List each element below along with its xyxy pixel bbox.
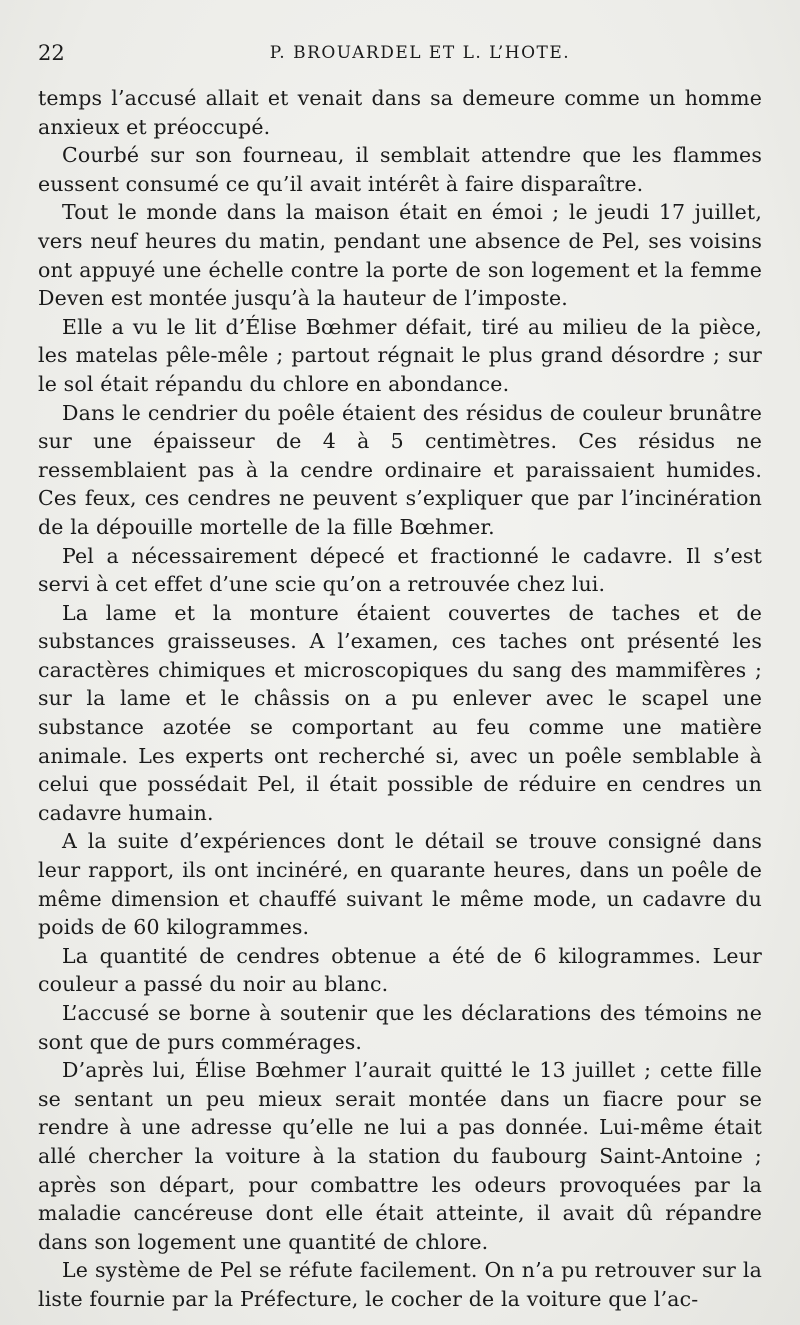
- paragraph: Elle a vu le lit d’Élise Bœhmer défait, tiré au milieu de la pièce, les matelas pêle-mêle ; partout régnait le plus grand désordre ; sur le sol était répandu du chlore en abondance.: [38, 314, 762, 396]
- paragraph: Pel a nécessairement dépecé et fractionné le cadavre. Il s’est servi à cet effet d’une scie qu’on a retrouvée chez lui.: [38, 543, 762, 597]
- running-head: [38, 38, 762, 68]
- paragraph: La quantité de cendres obtenue a été de 6 kilogrammes. Leur couleur a passé du noir au blanc.: [38, 943, 762, 997]
- paragraph-continued: temps l’accusé allait et venait dans sa demeure comme un homme anxieux et préoccupé.: [38, 86, 762, 139]
- paragraph: L’accusé se borne à soutenir que les déclarations des témoins ne sont que de purs commérages.: [38, 1001, 762, 1054]
- paragraph: Courbé sur son fourneau, il semblait attendre que les flammes eussent consumé ce qu’il avait intérêt à faire disparaître.: [38, 143, 762, 196]
- body-text: [38, 84, 762, 1314]
- paragraph: La lame et la monture étaient couvertes de taches et de substances graisseuses. A l’examen, ces taches ont présenté les caractères chimiques et microscopiques du sang des mammifères ; sur la lame et le châssis on a pu enlever avec le scapel une substance azotée se comportant au feu comme une matière animale. Les experts ont recherché si, avec un poêle semblable à celui que possédait Pel, il était possible de réduire en cendres un cadavre humain.: [38, 600, 762, 825]
- paragraph: Dans le cendrier du poêle étaient des résidus de couleur brunâtre sur une épaisseur de 4 à 5 centimètres. Ces résidus ne ressemblaient pas à la cendre ordinaire et paraissaient humides. Ces feux, ces cendres ne peuvent s’expliquer que par l’incinération de la dépouille mortelle de la fille Bœhmer.: [38, 400, 762, 539]
- paragraph: D’après lui, Élise Bœhmer l’aurait quitté le 13 juillet ; cette fille se sentant un peu mieux serait montée dans un fiacre pour se rendre à une adresse qu’elle ne lui a pas donnée. Lui-même était allé chercher la voiture à la station du faubourg Saint-Antoine ; après son départ, pour combattre les odeurs provoquées par la maladie cancéreuse dont elle était atteinte, il avait dû répandre dans son logement une quantité de chlore.: [38, 1058, 762, 1254]
- paragraph: Le système de Pel se réfute facilement. On n’a pu retrouver sur la liste fournie par la Préfecture, le cocher de la voiture que l’ac-: [38, 1258, 762, 1311]
- paragraph: A la suite d’expériences dont le détail se trouve consigné dans leur rapport, ils ont incinéré, en quarante heures, dans un poêle de même dimension et chauffé suivant le même mode, un cadavre du poids de 60 kilogrammes.: [38, 829, 762, 940]
- page-number: 22: [38, 41, 65, 65]
- paragraph: Tout le monde dans la maison était en émoi ; le jeudi 17 juillet, vers neuf heures du matin, pendant une absence de Pel, ses voisins ont appuyé une échelle contre la porte de son logement et la femme Deven est montée jusqu’à la hauteur de l’imposte.: [38, 200, 762, 311]
- running-title: P. BROUARDEL ET L. L’HOTE.: [269, 43, 571, 63]
